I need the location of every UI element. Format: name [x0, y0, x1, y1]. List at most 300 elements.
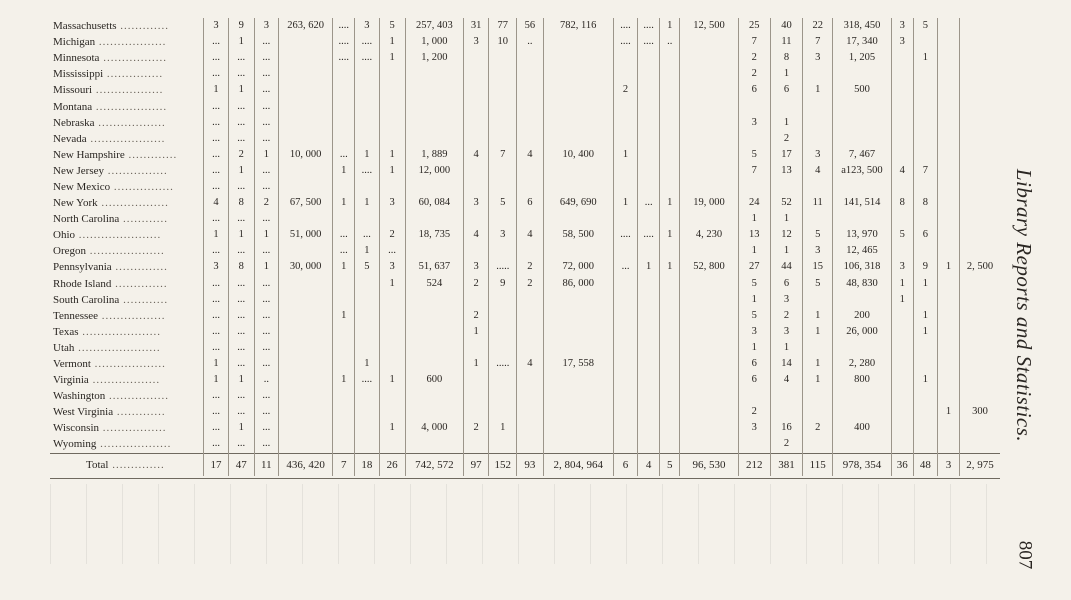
table-cell: [543, 308, 613, 324]
state-name-cell: [50, 131, 204, 147]
table-cell: [803, 340, 833, 356]
table-cell: [464, 211, 489, 227]
table-cell: [960, 82, 1000, 98]
table-cell: [680, 308, 738, 324]
table-cell: 3: [891, 18, 913, 34]
table-cell: [405, 356, 463, 372]
table-cell: [379, 308, 405, 324]
table-cell: [355, 66, 379, 82]
table-cell: 1: [803, 372, 833, 388]
table-cell: [638, 308, 660, 324]
table-cell: [405, 292, 463, 308]
state-name: Missouri: [53, 84, 93, 97]
table-cell: 1: [464, 356, 489, 372]
table-cell: [660, 308, 680, 324]
table-row: [50, 436, 1000, 453]
table-cell: [680, 66, 738, 82]
table-cell: 13: [738, 227, 770, 243]
table-cell: ...: [254, 211, 278, 227]
table-cell: 4: [770, 372, 802, 388]
table-cell: [464, 404, 489, 420]
table-cell: [937, 276, 959, 292]
table-cell: ...: [254, 404, 278, 420]
table-cell: 8: [770, 50, 802, 66]
state-name: Vermont: [53, 358, 91, 371]
table-cell: [405, 211, 463, 227]
table-cell: 3: [204, 259, 228, 275]
state-name-cell: [50, 356, 204, 372]
table-cell: [937, 98, 959, 114]
dot-leader: ................: [110, 180, 174, 193]
table-cell: [405, 115, 463, 131]
table-cell: [333, 404, 355, 420]
table-cell: [960, 131, 1000, 147]
table-cell: 1: [660, 227, 680, 243]
table-cell: [913, 131, 937, 147]
table-cell: ...: [228, 308, 254, 324]
state-name: New Hampshire: [53, 148, 125, 161]
table-cell: [738, 436, 770, 453]
table-cell: [891, 324, 913, 340]
table-cell: [278, 179, 332, 195]
table-cell: 1: [660, 195, 680, 211]
table-cell: 2: [770, 308, 802, 324]
table-cell: [355, 308, 379, 324]
table-cell: ...: [228, 436, 254, 453]
state-name: New Jersey: [53, 164, 105, 177]
table-cell: [464, 50, 489, 66]
dot-leader: ....................: [86, 245, 165, 258]
table-cell: 5: [379, 18, 405, 34]
state-name: Nebraska: [53, 116, 95, 129]
state-name: West Virginia: [53, 406, 114, 419]
table-cell: [464, 163, 489, 179]
total-cell: 93: [517, 453, 543, 476]
table-cell: [660, 50, 680, 66]
table-cell: 200: [833, 308, 891, 324]
table-cell: 2: [738, 404, 770, 420]
table-cell: [379, 211, 405, 227]
table-row: [50, 211, 1000, 227]
table-cell: [833, 436, 891, 453]
table-row: [50, 131, 1000, 147]
table-cell: [833, 211, 891, 227]
total-cell: 742, 572: [405, 453, 463, 476]
dot-leader: ......................: [74, 341, 161, 354]
table-cell: 6: [770, 82, 802, 98]
table-cell: ...: [204, 66, 228, 82]
table-cell: [278, 82, 332, 98]
table-cell: 44: [770, 259, 802, 275]
table-cell: [937, 18, 959, 34]
table-cell: [833, 115, 891, 131]
table-cell: 3: [379, 259, 405, 275]
table-cell: [913, 211, 937, 227]
table-cell: ...: [333, 147, 355, 163]
table-cell: [913, 82, 937, 98]
table-cell: ...: [254, 324, 278, 340]
table-cell: [960, 388, 1000, 404]
table-cell: [960, 356, 1000, 372]
table-cell: ...: [204, 292, 228, 308]
table-cell: 1: [913, 276, 937, 292]
library-statistics-table: [50, 18, 1000, 476]
table-cell: 1: [228, 372, 254, 388]
table-cell: [355, 420, 379, 436]
table-cell: 1: [937, 259, 959, 275]
table-cell: [638, 356, 660, 372]
table-cell: [379, 404, 405, 420]
table-cell: [517, 340, 543, 356]
table-cell: 5: [803, 227, 833, 243]
table-cell: ...: [204, 211, 228, 227]
table-cell: ...: [204, 147, 228, 163]
table-cell: [464, 66, 489, 82]
table-cell: [960, 420, 1000, 436]
table-cell: [960, 66, 1000, 82]
table-cell: [517, 98, 543, 114]
table-cell: [638, 372, 660, 388]
table-cell: [891, 356, 913, 372]
dot-leader: ................: [104, 164, 168, 177]
table-cell: [517, 82, 543, 98]
show-through-reverse-page: [50, 484, 1000, 564]
table-row: [50, 340, 1000, 356]
table-cell: [405, 340, 463, 356]
table-cell: [638, 50, 660, 66]
table-cell: ...: [204, 308, 228, 324]
table-cell: 58, 500: [543, 227, 613, 243]
table-cell: 106, 318: [833, 259, 891, 275]
table-cell: 40: [770, 18, 802, 34]
table-cell: 263, 620: [278, 18, 332, 34]
table-cell: [379, 66, 405, 82]
table-cell: 1: [333, 163, 355, 179]
table-cell: [613, 356, 637, 372]
table-cell: [379, 131, 405, 147]
table-cell: 5: [803, 276, 833, 292]
state-name-cell: [50, 227, 204, 243]
table-cell: 3: [464, 34, 489, 50]
table-cell: [355, 324, 379, 340]
state-name: New Mexico: [53, 180, 111, 193]
table-cell: [379, 98, 405, 114]
state-name: Michigan: [53, 36, 96, 49]
table-cell: [937, 436, 959, 453]
table-row: [50, 147, 1000, 163]
table-cell: ...: [254, 436, 278, 453]
table-cell: [638, 420, 660, 436]
total-cell: 5: [660, 453, 680, 476]
table-cell: [543, 34, 613, 50]
table-cell: [543, 131, 613, 147]
table-cell: 1: [803, 82, 833, 98]
table-cell: [543, 372, 613, 388]
table-row: [50, 115, 1000, 131]
table-cell: ....: [613, 18, 637, 34]
table-cell: [638, 340, 660, 356]
total-cell: 152: [489, 453, 517, 476]
table-cell: 3: [738, 115, 770, 131]
table-cell: [543, 98, 613, 114]
table-cell: [489, 372, 517, 388]
table-cell: 12, 500: [680, 18, 738, 34]
table-cell: [517, 308, 543, 324]
table-cell: 1, 889: [405, 147, 463, 163]
table-cell: 1: [660, 259, 680, 275]
table-cell: 800: [833, 372, 891, 388]
state-name-cell: [50, 404, 204, 420]
table-cell: [960, 436, 1000, 453]
table-cell: [379, 82, 405, 98]
table-cell: [803, 115, 833, 131]
table-cell: ..: [660, 34, 680, 50]
table-cell: [379, 436, 405, 453]
table-cell: [278, 276, 332, 292]
table-cell: 1: [254, 227, 278, 243]
table-cell: ...: [228, 276, 254, 292]
table-cell: [333, 324, 355, 340]
table-row: [50, 404, 1000, 420]
table-cell: [405, 98, 463, 114]
table-cell: [660, 179, 680, 195]
table-cell: [913, 388, 937, 404]
table-cell: [913, 436, 937, 453]
table-cell: [333, 82, 355, 98]
table-cell: 4: [891, 163, 913, 179]
table-row: [50, 259, 1000, 275]
table-cell: 17, 558: [543, 356, 613, 372]
table-cell: [913, 179, 937, 195]
table-row: [50, 18, 1000, 34]
total-cell: 6: [613, 453, 637, 476]
page-number: [1004, 530, 1044, 580]
table-cell: 318, 450: [833, 18, 891, 34]
table-cell: 52: [770, 195, 802, 211]
table-cell: [937, 34, 959, 50]
table-cell: 524: [405, 276, 463, 292]
table-cell: [613, 420, 637, 436]
table-cell: [613, 131, 637, 147]
table-cell: [278, 324, 332, 340]
table-cell: 1: [913, 324, 937, 340]
table-cell: 1: [738, 243, 770, 259]
table-cell: 14: [770, 356, 802, 372]
table-cell: 1: [738, 340, 770, 356]
table-cell: 1: [379, 50, 405, 66]
dot-leader: ..................: [92, 84, 164, 97]
table-cell: 1: [355, 243, 379, 259]
table-cell: ...: [228, 98, 254, 114]
total-cell: 47: [228, 453, 254, 476]
table-cell: [660, 276, 680, 292]
table-cell: [333, 179, 355, 195]
table-cell: [960, 340, 1000, 356]
table-cell: 1: [891, 276, 913, 292]
table-cell: [543, 340, 613, 356]
table-cell: 1: [803, 308, 833, 324]
table-cell: [960, 324, 1000, 340]
table-cell: ...: [228, 50, 254, 66]
table-cell: [278, 292, 332, 308]
table-cell: [517, 404, 543, 420]
table-cell: [638, 388, 660, 404]
table-cell: [517, 436, 543, 453]
table-cell: [405, 131, 463, 147]
table-cell: ....: [355, 50, 379, 66]
table-cell: ...: [228, 340, 254, 356]
table-cell: [660, 211, 680, 227]
table-cell: 1: [803, 324, 833, 340]
dot-leader: ..................: [88, 374, 161, 387]
table-cell: 52, 800: [680, 259, 738, 275]
table-cell: 5: [738, 308, 770, 324]
table-cell: [379, 356, 405, 372]
table-cell: [278, 340, 332, 356]
table-cell: 9: [489, 276, 517, 292]
table-cell: [660, 388, 680, 404]
state-name-cell: [50, 372, 204, 388]
table-cell: [517, 372, 543, 388]
table-cell: [660, 356, 680, 372]
table-cell: [680, 404, 738, 420]
dot-leader: ....................: [86, 132, 166, 145]
state-name: Montana: [53, 100, 93, 113]
table-cell: [464, 292, 489, 308]
table-cell: 1: [738, 292, 770, 308]
table-cell: [913, 34, 937, 50]
dot-leader: ..................: [94, 116, 166, 129]
table-cell: [405, 179, 463, 195]
table-row: [50, 372, 1000, 388]
table-cell: 4, 230: [680, 227, 738, 243]
table-cell: ...: [204, 324, 228, 340]
table-cell: [960, 211, 1000, 227]
table-cell: 67, 500: [278, 195, 332, 211]
table-cell: [913, 420, 937, 436]
table-cell: 77: [489, 18, 517, 34]
table-cell: [489, 308, 517, 324]
table-cell: ...: [228, 115, 254, 131]
table-row: [50, 163, 1000, 179]
table-cell: [913, 147, 937, 163]
table-cell: [960, 115, 1000, 131]
table-cell: [278, 404, 332, 420]
table-cell: [891, 66, 913, 82]
table-cell: [660, 66, 680, 82]
table-cell: 3: [803, 147, 833, 163]
total-label-cell: [50, 453, 204, 476]
state-name-cell: [50, 115, 204, 131]
table-cell: [517, 243, 543, 259]
table-cell: ....: [638, 227, 660, 243]
total-label: Total: [86, 458, 109, 471]
table-cell: 17, 340: [833, 34, 891, 50]
table-cell: 1: [355, 147, 379, 163]
state-name-cell: [50, 163, 204, 179]
total-cell: 3: [937, 453, 959, 476]
table-cell: 15: [803, 259, 833, 275]
table-cell: 300: [960, 404, 1000, 420]
table-cell: 4: [204, 195, 228, 211]
table-cell: [891, 388, 913, 404]
table-cell: ....: [333, 18, 355, 34]
table-cell: 1: [613, 195, 637, 211]
table-row: [50, 98, 1000, 114]
table-cell: 1: [770, 211, 802, 227]
table-cell: 5: [489, 195, 517, 211]
table-cell: ...: [254, 82, 278, 98]
table-cell: 1: [913, 372, 937, 388]
table-cell: 1: [738, 211, 770, 227]
table-cell: ...: [204, 340, 228, 356]
table-cell: [738, 179, 770, 195]
table-cell: 2: [803, 420, 833, 436]
table-cell: 10, 400: [543, 147, 613, 163]
state-name: Texas: [53, 325, 79, 338]
table-cell: 4: [517, 356, 543, 372]
dot-leader: ...................: [96, 438, 172, 451]
table-cell: [278, 243, 332, 259]
table-cell: 2: [770, 436, 802, 453]
table-cell: [355, 436, 379, 453]
table-cell: 4: [464, 227, 489, 243]
table-cell: [355, 292, 379, 308]
state-name: Oregon: [53, 245, 86, 258]
table-cell: [913, 356, 937, 372]
table-cell: 6: [913, 227, 937, 243]
table-cell: [738, 131, 770, 147]
table-cell: [517, 179, 543, 195]
state-name-cell: [50, 34, 204, 50]
table-cell: [543, 50, 613, 66]
table-cell: [517, 66, 543, 82]
table-cell: ...: [254, 50, 278, 66]
table-cell: 6: [738, 372, 770, 388]
table-cell: [913, 292, 937, 308]
dot-leader: ............: [119, 293, 169, 306]
state-name: Tennessee: [53, 309, 99, 322]
table-cell: [543, 436, 613, 453]
table-row: [50, 388, 1000, 404]
state-name: Utah: [53, 341, 75, 354]
table-cell: [278, 356, 332, 372]
table-row: [50, 66, 1000, 82]
table-cell: [278, 115, 332, 131]
state-name-cell: [50, 211, 204, 227]
table-cell: [660, 324, 680, 340]
table-cell: 2: [738, 66, 770, 82]
table-cell: 86, 000: [543, 276, 613, 292]
dot-leader: ..................: [97, 197, 169, 210]
dot-leader: ................: [105, 390, 170, 403]
table-cell: [638, 82, 660, 98]
table-cell: 3: [803, 243, 833, 259]
table-cell: [937, 388, 959, 404]
table-cell: [333, 66, 355, 82]
table-cell: 1: [891, 292, 913, 308]
table-cell: 10, 000: [278, 147, 332, 163]
table-cell: [333, 98, 355, 114]
table-cell: [517, 131, 543, 147]
table-cell: 17: [770, 147, 802, 163]
total-cell: 17: [204, 453, 228, 476]
table-cell: [937, 356, 959, 372]
state-name: Wisconsin: [53, 422, 99, 435]
table-cell: [543, 82, 613, 98]
table-cell: [489, 243, 517, 259]
table-cell: 1: [228, 34, 254, 50]
